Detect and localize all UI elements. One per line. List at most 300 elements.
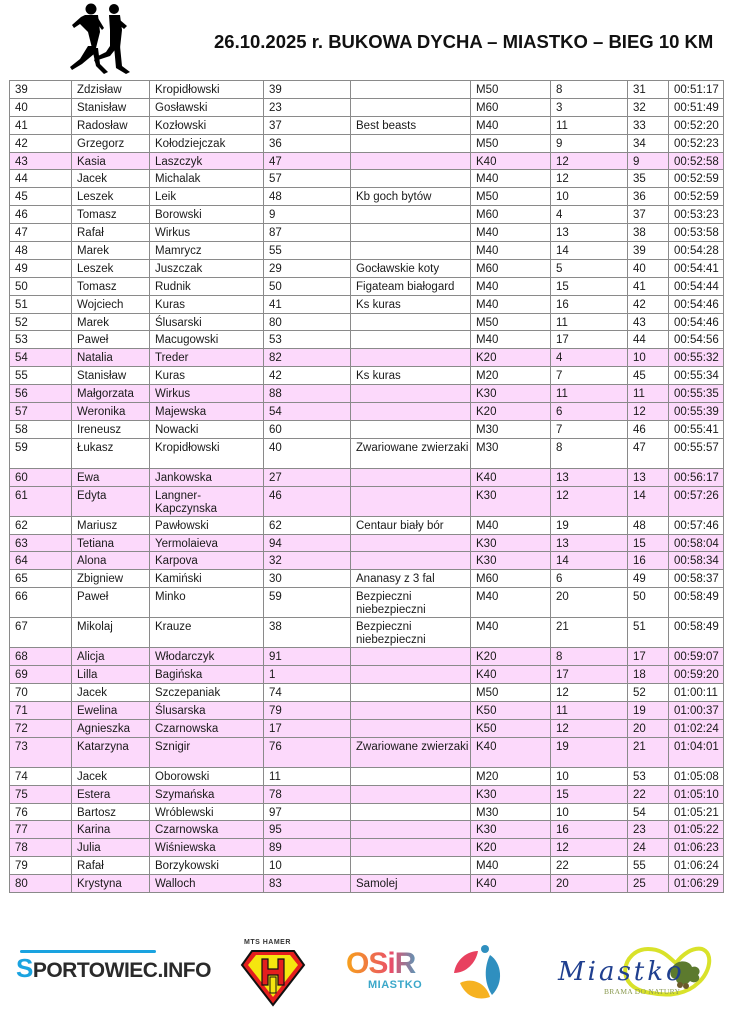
category-cell: K40: [471, 875, 551, 893]
category-cell: K40: [471, 152, 551, 170]
first-name-cell: Rafał: [72, 224, 150, 242]
position-cell: 65: [10, 570, 72, 588]
first-name-cell: Paweł: [72, 588, 150, 618]
last-name-cell: Gosławski: [150, 98, 264, 116]
gender-place-cell: 17: [628, 648, 669, 666]
category-place-cell: 19: [551, 516, 628, 534]
time-cell: 00:53:58: [669, 224, 724, 242]
time-cell: 00:54:56: [669, 331, 724, 349]
gender-place-cell: 42: [628, 295, 669, 313]
gender-place-cell: 22: [628, 785, 669, 803]
time-cell: 00:55:34: [669, 367, 724, 385]
bib-number-cell: 36: [264, 134, 351, 152]
position-cell: 71: [10, 701, 72, 719]
position-cell: 77: [10, 821, 72, 839]
first-name-cell: Radosław: [72, 116, 150, 134]
last-name-cell: Oborowski: [150, 767, 264, 785]
position-cell: 74: [10, 767, 72, 785]
position-cell: 41: [10, 116, 72, 134]
category-cell: M40: [471, 242, 551, 260]
position-cell: 63: [10, 534, 72, 552]
table-row: [10, 116, 724, 134]
category-cell: K30: [471, 534, 551, 552]
first-name-cell: Stanisław: [72, 367, 150, 385]
gender-place-cell: 16: [628, 552, 669, 570]
category-place-cell: 6: [551, 570, 628, 588]
results-body: [10, 81, 724, 893]
last-name-cell: Juszczak: [150, 259, 264, 277]
table-row: [10, 486, 724, 516]
category-cell: K20: [471, 403, 551, 421]
last-name-cell: Langner-Kapczynska: [150, 486, 264, 516]
last-name-cell: Czarnowska: [150, 821, 264, 839]
club-cell: [351, 468, 471, 486]
last-name-cell: Sznigir: [150, 737, 264, 767]
position-cell: 55: [10, 367, 72, 385]
club-cell: [351, 349, 471, 367]
club-cell: [351, 486, 471, 516]
bib-number-cell: 57: [264, 170, 351, 188]
category-place-cell: 15: [551, 785, 628, 803]
gender-place-cell: 31: [628, 81, 669, 99]
time-cell: 01:05:21: [669, 803, 724, 821]
first-name-cell: Zbigniew: [72, 570, 150, 588]
category-place-cell: 14: [551, 242, 628, 260]
bib-number-cell: 62: [264, 516, 351, 534]
club-cell: [351, 313, 471, 331]
category-cell: M50: [471, 188, 551, 206]
position-cell: 54: [10, 349, 72, 367]
gender-place-cell: 46: [628, 420, 669, 438]
category-place-cell: 9: [551, 134, 628, 152]
last-name-cell: Nowacki: [150, 420, 264, 438]
miastko-logo-text: Miastko: [558, 957, 685, 987]
bib-number-cell: 94: [264, 534, 351, 552]
table-row: [10, 349, 724, 367]
bib-number-cell: 29: [264, 259, 351, 277]
time-cell: 01:02:24: [669, 719, 724, 737]
time-cell: 00:54:44: [669, 277, 724, 295]
bib-number-cell: 79: [264, 701, 351, 719]
bib-number-cell: 59: [264, 588, 351, 618]
gender-place-cell: 40: [628, 259, 669, 277]
position-cell: 46: [10, 206, 72, 224]
position-cell: 60: [10, 468, 72, 486]
first-name-cell: Weronika: [72, 403, 150, 421]
category-place-cell: 16: [551, 295, 628, 313]
first-name-cell: Paweł: [72, 331, 150, 349]
category-cell: K30: [471, 385, 551, 403]
table-row: [10, 98, 724, 116]
club-cell: Samolej: [351, 875, 471, 893]
bib-number-cell: 40: [264, 438, 351, 468]
club-cell: [351, 701, 471, 719]
category-cell: M50: [471, 81, 551, 99]
gender-place-cell: 25: [628, 875, 669, 893]
time-cell: 00:59:20: [669, 666, 724, 684]
club-cell: [351, 98, 471, 116]
club-cell: Bezpieczni niebezpieczni: [351, 588, 471, 618]
category-cell: K20: [471, 648, 551, 666]
time-cell: 01:05:22: [669, 821, 724, 839]
bib-number-cell: 9: [264, 206, 351, 224]
category-place-cell: 7: [551, 420, 628, 438]
table-row: [10, 438, 724, 468]
time-cell: 00:58:49: [669, 588, 724, 618]
position-cell: 53: [10, 331, 72, 349]
gender-place-cell: 10: [628, 349, 669, 367]
category-place-cell: 17: [551, 331, 628, 349]
first-name-cell: Estera: [72, 785, 150, 803]
first-name-cell: Katarzyna: [72, 737, 150, 767]
bib-number-cell: 88: [264, 385, 351, 403]
first-name-cell: Alicja: [72, 648, 150, 666]
first-name-cell: Tetiana: [72, 534, 150, 552]
club-cell: [351, 81, 471, 99]
table-row: [10, 242, 724, 260]
category-cell: M50: [471, 134, 551, 152]
time-cell: 00:55:57: [669, 438, 724, 468]
position-cell: 58: [10, 420, 72, 438]
time-cell: 00:51:49: [669, 98, 724, 116]
last-name-cell: Ślusarski: [150, 313, 264, 331]
position-cell: 48: [10, 242, 72, 260]
category-place-cell: 12: [551, 719, 628, 737]
gender-place-cell: 21: [628, 737, 669, 767]
category-cell: M40: [471, 170, 551, 188]
first-name-cell: Marek: [72, 242, 150, 260]
first-name-cell: Marek: [72, 313, 150, 331]
page-title: 26.10.2025 r. BUKOWA DYCHA – MIASTKO – BIEG 10 KM: [214, 31, 714, 52]
category-place-cell: 8: [551, 81, 628, 99]
table-row: [10, 618, 724, 648]
category-place-cell: 17: [551, 666, 628, 684]
category-cell: M20: [471, 367, 551, 385]
club-cell: [351, 385, 471, 403]
bib-number-cell: 17: [264, 719, 351, 737]
table-row: [10, 534, 724, 552]
bib-number-cell: 42: [264, 367, 351, 385]
category-place-cell: 6: [551, 403, 628, 421]
first-name-cell: Agnieszka: [72, 719, 150, 737]
time-cell: 00:53:23: [669, 206, 724, 224]
category-place-cell: 11: [551, 701, 628, 719]
last-name-cell: Minko: [150, 588, 264, 618]
time-cell: 01:06:24: [669, 857, 724, 875]
time-cell: 01:06:23: [669, 839, 724, 857]
category-place-cell: 11: [551, 116, 628, 134]
table-row: [10, 719, 724, 737]
last-name-cell: Treder: [150, 349, 264, 367]
category-place-cell: 21: [551, 618, 628, 648]
club-cell: [351, 331, 471, 349]
last-name-cell: Pawłowski: [150, 516, 264, 534]
position-cell: 66: [10, 588, 72, 618]
category-cell: M60: [471, 206, 551, 224]
last-name-cell: Jankowska: [150, 468, 264, 486]
category-place-cell: 10: [551, 803, 628, 821]
last-name-cell: Mamrycz: [150, 242, 264, 260]
table-row: [10, 468, 724, 486]
category-place-cell: 3: [551, 98, 628, 116]
bib-number-cell: 80: [264, 313, 351, 331]
category-place-cell: 5: [551, 259, 628, 277]
time-cell: 00:57:46: [669, 516, 724, 534]
last-name-cell: Wróblewski: [150, 803, 264, 821]
club-cell: [351, 857, 471, 875]
club-cell: [351, 552, 471, 570]
first-name-cell: Ireneusz: [72, 420, 150, 438]
bib-number-cell: 37: [264, 116, 351, 134]
club-cell: Bezpieczni niebezpieczni: [351, 618, 471, 648]
time-cell: 00:52:23: [669, 134, 724, 152]
time-cell: 00:52:20: [669, 116, 724, 134]
bib-number-cell: 60: [264, 420, 351, 438]
time-cell: 00:54:28: [669, 242, 724, 260]
bib-number-cell: 46: [264, 486, 351, 516]
first-name-cell: Jacek: [72, 767, 150, 785]
table-row: [10, 570, 724, 588]
first-name-cell: Mariusz: [72, 516, 150, 534]
club-cell: [351, 839, 471, 857]
table-row: [10, 188, 724, 206]
last-name-cell: Walloch: [150, 875, 264, 893]
table-row: [10, 206, 724, 224]
first-name-cell: Zdzisław: [72, 81, 150, 99]
position-cell: 51: [10, 295, 72, 313]
gender-place-cell: 54: [628, 803, 669, 821]
category-cell: M20: [471, 767, 551, 785]
category-place-cell: 16: [551, 821, 628, 839]
category-place-cell: 13: [551, 468, 628, 486]
bib-number-cell: 32: [264, 552, 351, 570]
category-cell: K30: [471, 552, 551, 570]
club-cell: [351, 648, 471, 666]
last-name-cell: Wirkus: [150, 385, 264, 403]
position-cell: 43: [10, 152, 72, 170]
first-name-cell: Krystyna: [72, 875, 150, 893]
category-place-cell: 4: [551, 206, 628, 224]
table-row: [10, 516, 724, 534]
first-name-cell: Jacek: [72, 684, 150, 702]
bib-number-cell: 27: [264, 468, 351, 486]
table-row: [10, 331, 724, 349]
last-name-cell: Czarnowska: [150, 719, 264, 737]
first-name-cell: Mikolaj: [72, 618, 150, 648]
gender-place-cell: 35: [628, 170, 669, 188]
gender-place-cell: 24: [628, 839, 669, 857]
club-cell: Zwariowane zwierzaki: [351, 438, 471, 468]
table-row: [10, 277, 724, 295]
last-name-cell: Borowski: [150, 206, 264, 224]
club-cell: Figateam białogard: [351, 277, 471, 295]
position-cell: 70: [10, 684, 72, 702]
runners-silhouette-icon: [52, 2, 138, 76]
gender-place-cell: 34: [628, 134, 669, 152]
first-name-cell: Lilla: [72, 666, 150, 684]
category-place-cell: 13: [551, 224, 628, 242]
results-table: [9, 80, 724, 893]
first-name-cell: Bartosz: [72, 803, 150, 821]
bib-number-cell: 74: [264, 684, 351, 702]
category-place-cell: 13: [551, 534, 628, 552]
first-name-cell: Tomasz: [72, 206, 150, 224]
position-cell: 69: [10, 666, 72, 684]
category-place-cell: 22: [551, 857, 628, 875]
bib-number-cell: 38: [264, 618, 351, 648]
category-place-cell: 19: [551, 737, 628, 767]
mts-hamer-label: MTS HAMER: [244, 939, 291, 946]
first-name-cell: Alona: [72, 552, 150, 570]
first-name-cell: Wojciech: [72, 295, 150, 313]
first-name-cell: Rafał: [72, 857, 150, 875]
gender-place-cell: 14: [628, 486, 669, 516]
bib-number-cell: 55: [264, 242, 351, 260]
last-name-cell: Macugowski: [150, 331, 264, 349]
gender-place-cell: 37: [628, 206, 669, 224]
position-cell: 56: [10, 385, 72, 403]
category-place-cell: 12: [551, 839, 628, 857]
gender-place-cell: 50: [628, 588, 669, 618]
club-cell: Ananasy z 3 fal: [351, 570, 471, 588]
gender-place-cell: 23: [628, 821, 669, 839]
time-cell: 00:58:34: [669, 552, 724, 570]
position-cell: 73: [10, 737, 72, 767]
gender-place-cell: 45: [628, 367, 669, 385]
last-name-cell: Borzykowski: [150, 857, 264, 875]
gender-place-cell: 38: [628, 224, 669, 242]
last-name-cell: Karpova: [150, 552, 264, 570]
category-cell: K30: [471, 785, 551, 803]
category-place-cell: 20: [551, 875, 628, 893]
category-place-cell: 10: [551, 767, 628, 785]
club-cell: Best beasts: [351, 116, 471, 134]
first-name-cell: Karina: [72, 821, 150, 839]
category-place-cell: 12: [551, 684, 628, 702]
gender-place-cell: 13: [628, 468, 669, 486]
table-row: [10, 666, 724, 684]
gender-place-cell: 47: [628, 438, 669, 468]
time-cell: 00:58:04: [669, 534, 724, 552]
club-cell: [351, 785, 471, 803]
club-cell: [351, 170, 471, 188]
position-cell: 68: [10, 648, 72, 666]
club-cell: Zwariowane zwierzaki: [351, 737, 471, 767]
gender-place-cell: 19: [628, 701, 669, 719]
time-cell: 01:05:10: [669, 785, 724, 803]
position-cell: 45: [10, 188, 72, 206]
table-row: [10, 648, 724, 666]
category-cell: M60: [471, 259, 551, 277]
first-name-cell: Tomasz: [72, 277, 150, 295]
category-place-cell: 12: [551, 486, 628, 516]
gender-place-cell: 48: [628, 516, 669, 534]
table-row: [10, 857, 724, 875]
table-row: [10, 785, 724, 803]
first-name-cell: Jacek: [72, 170, 150, 188]
position-cell: 67: [10, 618, 72, 648]
position-cell: 50: [10, 277, 72, 295]
time-cell: 00:58:49: [669, 618, 724, 648]
time-cell: 00:54:41: [669, 259, 724, 277]
table-row: [10, 403, 724, 421]
club-cell: [351, 803, 471, 821]
category-cell: M40: [471, 516, 551, 534]
category-cell: K50: [471, 719, 551, 737]
last-name-cell: Kozłowski: [150, 116, 264, 134]
club-cell: Ks kuras: [351, 295, 471, 313]
last-name-cell: Kropidłowski: [150, 438, 264, 468]
table-row: [10, 684, 724, 702]
bib-number-cell: 41: [264, 295, 351, 313]
first-name-cell: Leszek: [72, 188, 150, 206]
position-cell: 72: [10, 719, 72, 737]
last-name-cell: Krauze: [150, 618, 264, 648]
position-cell: 59: [10, 438, 72, 468]
category-cell: M40: [471, 295, 551, 313]
position-cell: 40: [10, 98, 72, 116]
logo-bar-decoration: [20, 950, 156, 953]
first-name-cell: Ewelina: [72, 701, 150, 719]
bib-number-cell: 1: [264, 666, 351, 684]
club-cell: Ks kuras: [351, 367, 471, 385]
time-cell: 00:58:37: [669, 570, 724, 588]
time-cell: 00:56:17: [669, 468, 724, 486]
table-row: [10, 134, 724, 152]
time-cell: 00:55:32: [669, 349, 724, 367]
position-cell: 80: [10, 875, 72, 893]
first-name-cell: Julia: [72, 839, 150, 857]
category-place-cell: 12: [551, 170, 628, 188]
time-cell: 00:54:46: [669, 313, 724, 331]
last-name-cell: Kołodziejczak: [150, 134, 264, 152]
table-row: [10, 420, 724, 438]
club-cell: [351, 403, 471, 421]
bib-number-cell: 53: [264, 331, 351, 349]
bib-number-cell: 54: [264, 403, 351, 421]
category-cell: M30: [471, 438, 551, 468]
last-name-cell: Yermolaieva: [150, 534, 264, 552]
category-place-cell: 14: [551, 552, 628, 570]
time-cell: 00:57:26: [669, 486, 724, 516]
club-cell: [351, 224, 471, 242]
category-cell: K20: [471, 839, 551, 857]
category-cell: M40: [471, 857, 551, 875]
category-cell: M60: [471, 98, 551, 116]
bib-number-cell: 23: [264, 98, 351, 116]
category-cell: M30: [471, 420, 551, 438]
gender-place-cell: 51: [628, 618, 669, 648]
table-row: [10, 821, 724, 839]
first-name-cell: Edyta: [72, 486, 150, 516]
category-place-cell: 7: [551, 367, 628, 385]
time-cell: 00:52:59: [669, 188, 724, 206]
table-row: [10, 737, 724, 767]
last-name-cell: Włodarczyk: [150, 648, 264, 666]
position-cell: 75: [10, 785, 72, 803]
time-cell: 00:55:39: [669, 403, 724, 421]
position-cell: 39: [10, 81, 72, 99]
category-place-cell: 12: [551, 152, 628, 170]
club-cell: [351, 719, 471, 737]
position-cell: 79: [10, 857, 72, 875]
club-cell: [351, 666, 471, 684]
bib-number-cell: 10: [264, 857, 351, 875]
category-cell: M40: [471, 618, 551, 648]
bib-number-cell: 47: [264, 152, 351, 170]
last-name-cell: Kropidłowski: [150, 81, 264, 99]
category-cell: K50: [471, 701, 551, 719]
